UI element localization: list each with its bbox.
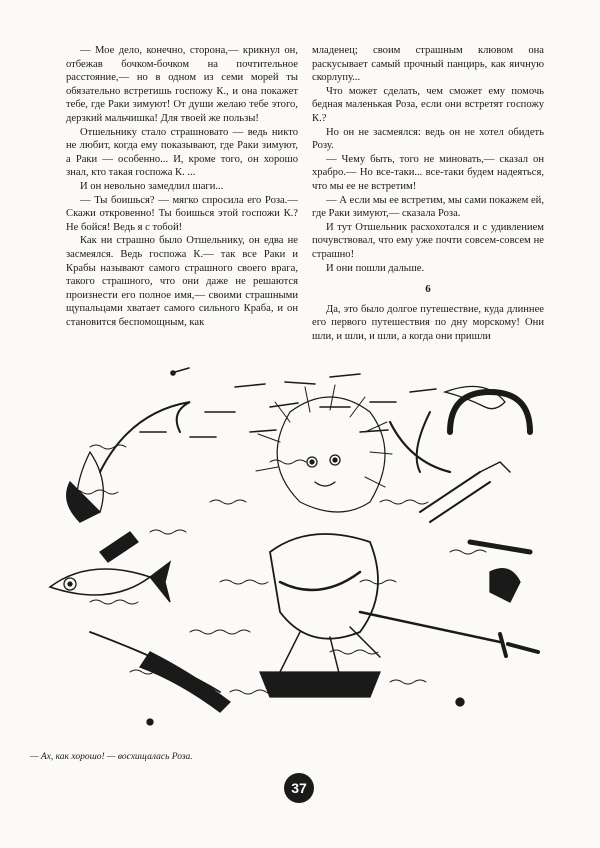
paragraph: Да, это было долгое путешествие, куда длиннее его первого путешествия по дну морскому! Они шли, и шли, и шли, а когда они пришли [312, 303, 544, 342]
illustration-drawing [30, 352, 578, 740]
paragraph: И тут Отшельник расхохотался и с удивлением почувствовал, что ему уже почти совсем-совсем не страшно! [312, 221, 544, 260]
paragraph: Отшельнику стало страшновато — ведь никто не любит, когда ему показывают, где Раки зимуют, а Раки — особенно... И, кроме того, он хорошо знал, кто такая госпожа К. ... [66, 126, 298, 179]
paragraph: И они пошли дальше. [326, 262, 425, 274]
paragraph: — Чему быть, того не миновать,— сказал он храбро.— Но все-таки... все-таки будем надеяться, что мы ее не встретим! [312, 153, 544, 192]
hermit-crab [256, 385, 392, 512]
paragraph: — Ты боишься? — мягко спросила его Роза.— Скажи откровенно! Ты боишься этой госпожи К.? Не бойся! Ведь я с тобой! [66, 194, 298, 233]
page-number: 37 [284, 773, 314, 803]
water-ripples [70, 445, 486, 694]
paragraph: — А если мы ее встретим, мы сами покажем ей, где Раки зимуют,— сказала Роза. [312, 194, 544, 220]
paragraph: младенец; своим страшным клювом она раскусывает самый прочный панцирь, как яичную скорлупу... [312, 45, 544, 84]
paragraph: — Мое дело, конечно, сторона,— крикнул он, отбежав бочком-бочком на почтительное расстояние,— но в одном из семи морей ты обязательно встретишь госпожу К., и она покажет тебе, где Раки зимуют! От души желаю тебе этого, дерзкий мальчишка! Для твоей же пользы! [66, 45, 298, 124]
paragraph: Что может сделать, чем сможет ему помочь бедная маленькая Роза, если они встретят госпожу К.? [312, 85, 544, 124]
illustration-caption: — Ах, как хорошо! — восхищалась Роза. [30, 752, 193, 762]
paragraph: Как ни страшно было Отшельнику, он едва не засмеялся. Ведь госпожа К.— так все Раки и Крабы называют самого страшного своего врага, такого страшного, что они даже не решаются произнести его полное имя,— своими страшными щупальцами хватает самого сильного Краба, и он становится беспомощным, как [66, 235, 298, 328]
paragraph: Но он не засмеялся: ведь он не хотел обидеть Розу. [312, 126, 544, 152]
underwater-illustration [30, 352, 578, 740]
chapter-number: 6 [425, 283, 431, 296]
right-text-column [312, 44, 544, 343]
paragraph: И он невольно замедлил шаги... [80, 180, 224, 192]
left-text-column [66, 44, 298, 329]
